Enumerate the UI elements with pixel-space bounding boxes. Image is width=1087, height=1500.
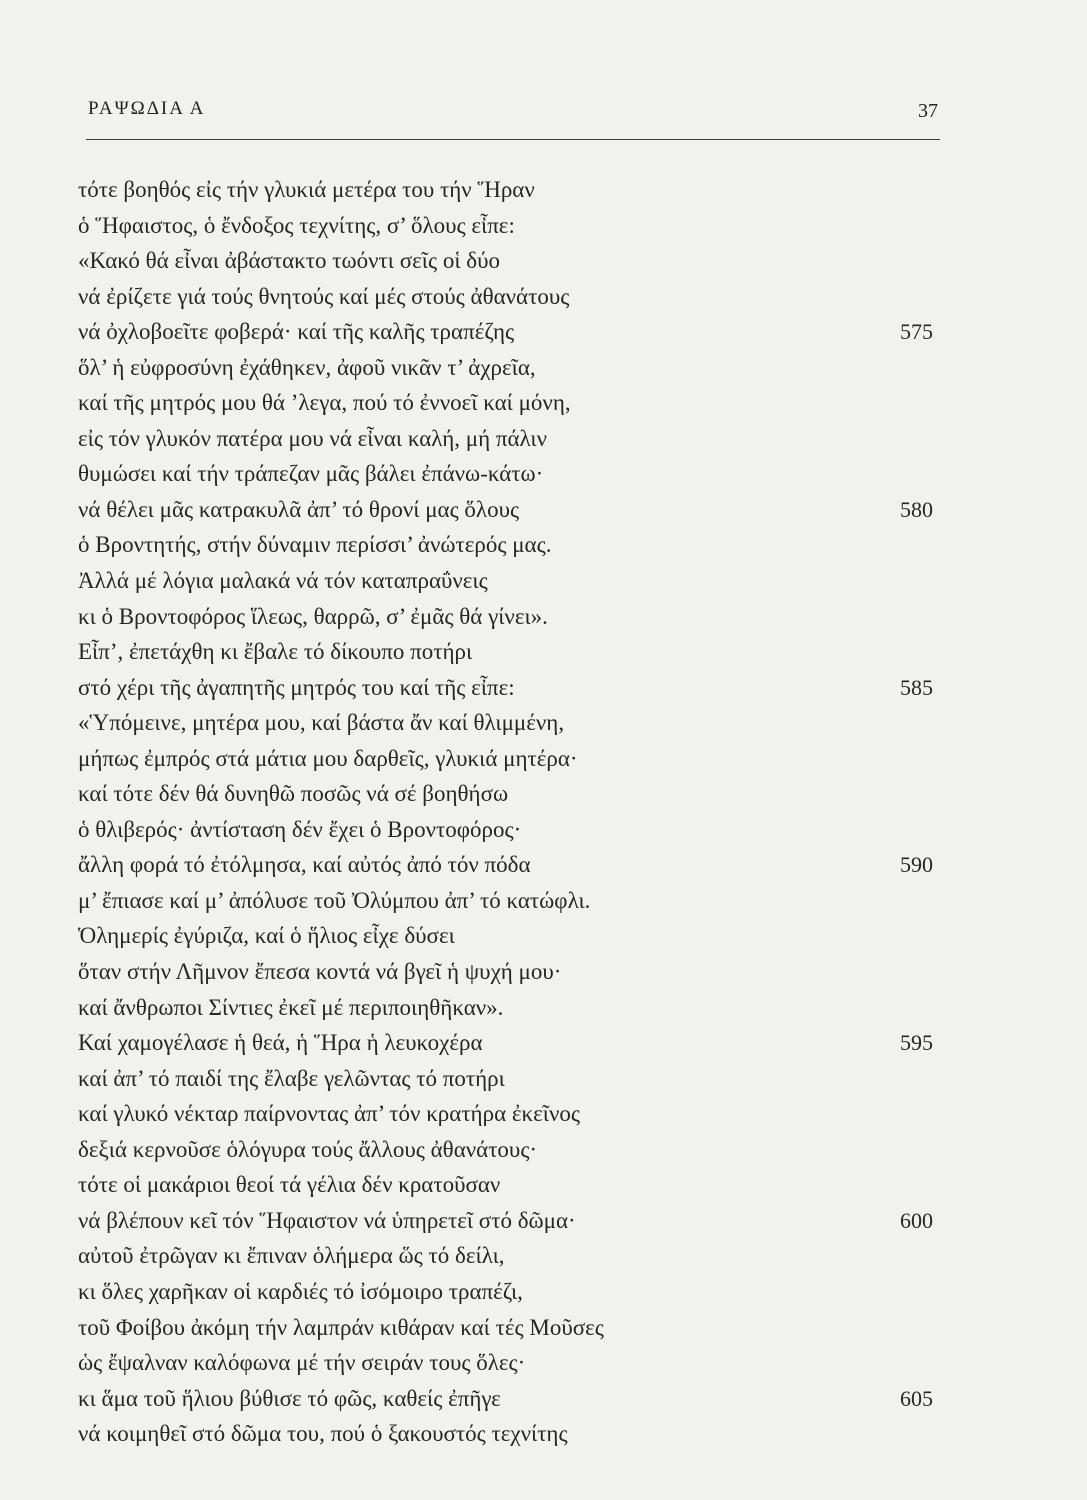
verse-text: τοῦ Φοίβου ἀκόμη τήν λαμπράν κιθάραν καί τές Μοῦσες — [78, 1314, 604, 1340]
verse-text: Καί χαμογέλασε ἡ θεά, ἡ Ἥρα ἡ λευκοχέρα — [78, 1030, 483, 1056]
verse-line — [78, 1061, 948, 1097]
verse-text: θυμώσει καί τήν τράπεζαν μᾶς βάλει ἐπάνω-κάτω· — [78, 461, 544, 487]
verse-list — [78, 172, 948, 1452]
verse-line — [78, 670, 948, 706]
verse-text: εἰς τόν γλυκόν πατέρα μου νά εἶναι καλή, μή πάλιν — [78, 425, 548, 451]
verse-line — [78, 456, 948, 492]
verse-line — [78, 1167, 948, 1203]
verse-line — [78, 314, 948, 350]
verse-text: Εἶπ’, ἐπετάχθη κι ἔβαλε τό δίκουπο ποτήρι — [78, 639, 473, 665]
verse-text: τότε οἱ μακάριοι θεοί τά γέλια δέν κρατοῦσαν — [78, 1172, 501, 1198]
verse-line — [78, 812, 948, 848]
line-number: 595 — [900, 1030, 933, 1056]
verse-line — [78, 918, 948, 954]
line-number: 580 — [900, 496, 933, 522]
verse-line — [78, 279, 948, 315]
verse-line — [78, 243, 948, 279]
verse-line — [78, 705, 948, 741]
verse-line — [78, 208, 948, 244]
verse-line — [78, 990, 948, 1026]
verse-text: νά ὀχλοβοεῖτε φοβερά· καί τῆς καλῆς τραπέζης — [78, 319, 515, 345]
line-number: 590 — [900, 852, 933, 878]
verse-text: καί τῆς μητρός μου θά ’λεγα, πού τό ἐννοεῖ καί μόνη, — [78, 390, 571, 416]
verse-line — [78, 1381, 948, 1417]
line-number: 575 — [900, 319, 933, 345]
verse-line — [78, 599, 948, 635]
verse-text: δεξιά κερνοῦσε ὁλόγυρα τούς ἄλλους ἀθανάτους· — [78, 1136, 538, 1162]
verse-line — [78, 1274, 948, 1310]
verse-text: νά ἐρίζετε γιά τούς θνητούς καί μές στούς ἀθανάτους — [78, 283, 570, 309]
page-number: 37 — [918, 100, 938, 122]
verse-text: ὁ Βροντητής, στήν δύναμιν περίσσι’ ἀνώτερός μας. — [78, 532, 552, 558]
verse-line — [78, 1025, 948, 1061]
verse-line — [78, 350, 948, 386]
verse-text: ὡς ἔψαλναν καλόφωνα μέ τήν σειράν τους ὅλες· — [78, 1350, 526, 1376]
verse-text: νά βλέπουν κεῖ τόν Ἥφαιστον νά ὑπηρετεῖ στό δῶμα· — [78, 1207, 576, 1233]
verse-line — [78, 1132, 948, 1168]
verse-text: κι ὁ Βροντοφόρος ἵλεως, θαρρῶ, σ’ ἐμᾶς θά γίνει». — [78, 603, 548, 629]
verse-text: ὅλ’ ἡ εὐφροσύνη ἐχάθηκεν, ἀφοῦ νικᾶν τ’ ἀχρεῖα, — [78, 354, 536, 380]
verse-line — [78, 634, 948, 670]
verse-text: νά θέλει μᾶς κατρακυλᾶ ἀπ’ τό θρονί μας ὅλους — [78, 496, 520, 522]
verse-line — [78, 1416, 948, 1452]
verse-text: κι ἅμα τοῦ ἥλιου βύθισε τό φῶς, καθείς ἐπῆγε — [78, 1385, 501, 1411]
verse-line — [78, 563, 948, 599]
verse-line — [78, 492, 948, 528]
verse-line — [78, 954, 948, 990]
line-number: 600 — [900, 1207, 933, 1233]
verse-text: νά κοιμηθεῖ στό δῶμα του, πού ὁ ξακουστός τεχνίτης — [78, 1421, 568, 1447]
verse-text: ὁ Ἥφαιστος, ὁ ἔνδοξος τεχνίτης, σ’ ὅλους εἶπε: — [78, 212, 515, 238]
verse-text: κι ὅλες χαρῆκαν οἱ καρδιές τό ἰσόμοιρο τραπέζι, — [78, 1278, 523, 1304]
header-rule — [86, 139, 940, 140]
line-number: 605 — [900, 1385, 933, 1411]
verse-line — [78, 776, 948, 812]
verse-line — [78, 883, 948, 919]
verse-text: μ’ ἔπιασε καί μ’ ἀπόλυσε τοῦ Ὀλύμπου ἀπ’ τό κατώφλι. — [78, 887, 591, 913]
verse-line — [78, 1203, 948, 1239]
verse-line — [78, 527, 948, 563]
verse-text: Ἀλλά μέ λόγια μαλακά νά τόν καταπραΰνεις — [78, 568, 488, 594]
verse-text: μήπως ἐμπρός στά μάτια μου δαρθεῖς, γλυκιά μητέρα· — [78, 745, 578, 771]
verse-text: ἄλλη φορά τό ἐτόλμησα, καί αὐτός ἀπό τόν πόδα — [78, 852, 531, 878]
verse-text: καί ἄνθρωποι Σίντιες ἐκεῖ μέ περιποιηθῆκαν». — [78, 994, 504, 1020]
verse-line — [78, 1238, 948, 1274]
line-number: 585 — [900, 674, 933, 700]
verse-line — [78, 741, 948, 777]
verse-text: καί τότε δέν θά δυνηθῶ ποσῶς νά σέ βοηθήσω — [78, 781, 509, 807]
verse-line — [78, 1345, 948, 1381]
verse-text: «Κακό θά εἶναι ἀβάστακτο τωόντι σεῖς οἱ δύο — [78, 248, 500, 274]
verse-text: ὁ θλιβερός· ἀντίσταση δέν ἔχει ὁ Βροντοφόρος· — [78, 816, 522, 842]
verse-text: ὅταν στήν Λῆμνον ἔπεσα κοντά νά βγεῖ ἡ ψυχή μου· — [78, 959, 562, 985]
verse-text: Ὁλημερίς ἐγύριζα, καί ὁ ἥλιος εἶχε δύσει — [78, 923, 455, 949]
verse-line — [78, 421, 948, 457]
verse-text: καί γλυκό νέκταρ παίρνοντας ἀπ’ τόν κρατήρα ἐκεῖνος — [78, 1101, 580, 1127]
verse-text: στό χέρι τῆς ἀγαπητῆς μητρός του καί τῆς εἶπε: — [78, 674, 515, 700]
verse-line — [78, 1096, 948, 1132]
verse-text: τότε βοηθός εἰς τήν γλυκιά μετέρα του τήν Ἥραν — [78, 177, 535, 202]
verse-line — [78, 847, 948, 883]
verse-text: καί ἀπ’ τό παιδί της ἔλαβε γελῶντας τό ποτήρι — [78, 1065, 505, 1091]
running-head: ΡΑΨΩΔΙΑ Α — [88, 98, 206, 119]
verse-line — [78, 172, 948, 208]
verse-text: αὐτοῦ ἐτρῶγαν κι ἔπιναν ὁλήμερα ὥς τό δείλι, — [78, 1243, 505, 1269]
verse-line — [78, 1310, 948, 1346]
verse-text: «Ὑπόμεινε, μητέρα μου, καί βάστα ἄν καί θλιμμένη, — [78, 710, 565, 736]
verse-line — [78, 385, 948, 421]
